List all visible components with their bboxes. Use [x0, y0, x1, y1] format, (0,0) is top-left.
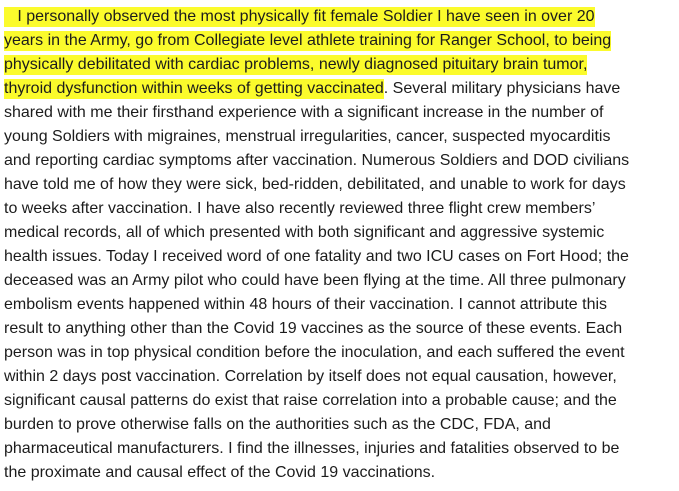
highlighted-text: I personally observed the most physically fit female Soldier I have seen in over 20	[4, 8, 595, 25]
text-line-3	[4, 53, 587, 77]
line-text: embolism events happened within 48 hours of their vaccination. I cannot attribute this	[4, 296, 608, 313]
line-text: within 2 days post vaccination. Correlation by itself does not equal causation, however,	[4, 368, 617, 385]
line-text: shared with me their firsthand experience with a significant increase in the number of	[4, 104, 604, 121]
text-line-5	[4, 101, 603, 125]
highlighted-text: physically debilitated with cardiac problems, newly diagnosed pituitary brain tumor,	[4, 56, 588, 73]
line-text: person was in top physical condition before the inoculation, and each suffered the event	[4, 344, 625, 361]
line-text: young Soldiers with migraines, menstrual irregularities, cancer, suspected myocarditis	[4, 128, 611, 145]
line-text: burden to prove otherwise falls on the authorities such as the CDC, FDA, and	[4, 416, 551, 433]
highlighted-text: years in the Army, go from Collegiate level athlete training for Ranger School, to being	[4, 32, 612, 49]
text-line-1	[4, 5, 595, 29]
text-line-4	[4, 77, 620, 101]
text-line-9	[4, 197, 595, 221]
line-text: significant causal patterns do exist that raise correlation into a probable cause; and the	[4, 392, 617, 409]
line-text: have told me of how they were sick, bed-ridden, debilitated, and unable to work for days	[4, 176, 626, 193]
text-line-2	[4, 29, 611, 53]
text-line-7	[4, 149, 629, 173]
line-text: health issues. Today I received word of one fatality and two ICU cases on Fort Hood; the	[4, 248, 629, 265]
line-text: to weeks after vaccination. I have also recently reviewed three flight crew members’	[4, 200, 596, 217]
text-line-12	[4, 269, 626, 293]
highlighted-text: thyroid dysfunction within weeks of getting vaccinated	[4, 80, 384, 97]
line-text: deceased was an Army pilot who could have been flying at the time. All three pulmonary	[4, 272, 626, 289]
text-line-8	[4, 173, 626, 197]
line-text: and reporting cardiac symptoms after vaccination. Numerous Soldiers and DOD civilians	[4, 152, 630, 169]
text-line-15	[4, 341, 625, 365]
line-text: pharmaceutical manufacturers. I find the illnesses, injuries and fatalities observed to be	[4, 440, 620, 457]
line-text: the proximate and causal effect of the Covid 19 vaccinations.	[4, 464, 436, 481]
line-text: . Several military physicians have	[383, 80, 621, 97]
text-line-14	[4, 317, 622, 341]
text-line-16	[4, 365, 617, 389]
text-line-6	[4, 125, 610, 149]
text-line-18	[4, 413, 551, 437]
text-line-20	[4, 461, 435, 485]
line-text: result to anything other than the Covid 19 vaccines as the source of these events. Each	[4, 320, 623, 337]
text-line-19	[4, 437, 619, 461]
text-line-17	[4, 389, 617, 413]
text-line-11	[4, 245, 629, 269]
line-text: medical records, all of which presented with both significant and aggressive systemic	[4, 224, 605, 241]
text-line-13	[4, 293, 607, 317]
text-line-10	[4, 221, 604, 245]
